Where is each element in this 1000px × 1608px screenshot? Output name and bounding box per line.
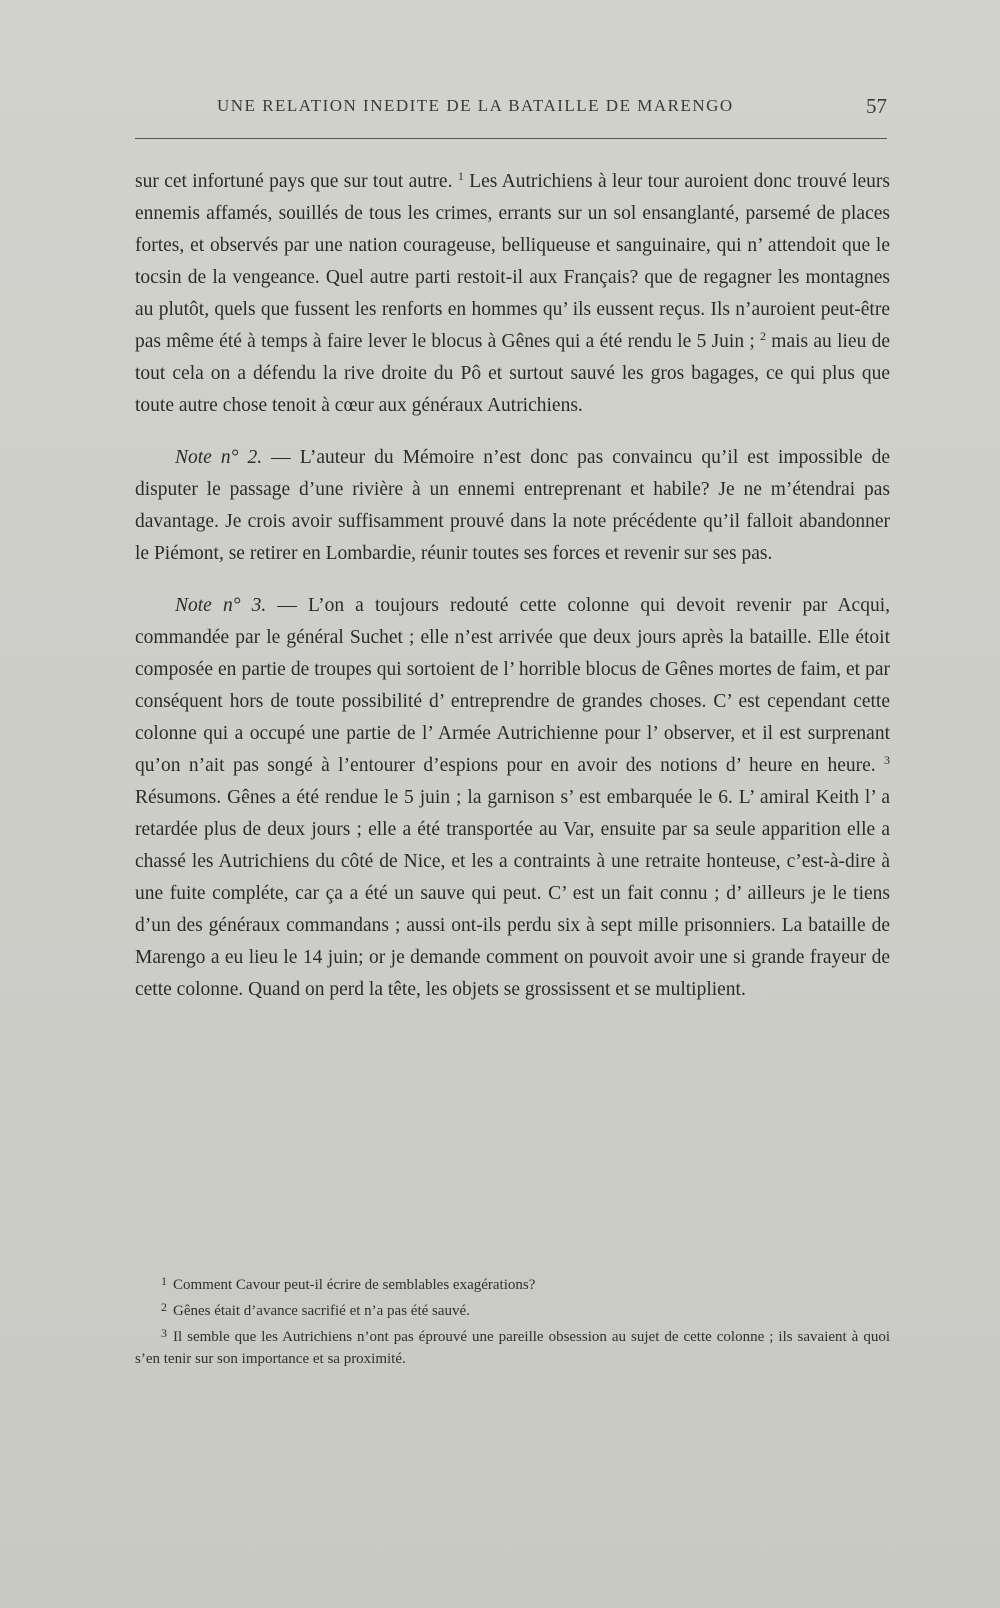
footnote-ref-1: 1 [457,169,464,183]
footnote-3 [135,1322,890,1370]
paragraph-1 [135,166,890,422]
paragraph-1-part-1: sur cet infortuné pays que sur tout autre. [135,171,453,192]
note-3-label: Note n° 3. [175,595,267,616]
footnotes [135,1270,890,1370]
note-2-text: — L’auteur du Mémoire n’est donc pas convaincu qu’il est impossible de disputer le passage d’une rivière à un ennemi entreprenant et habile? Je ne m’étendrai pas davantage. Je crois avoir suffisamment prouvé dans la note précédente qu’il falloit abandonner le Piémont, se retirer en Lombardie, réunir toutes ses forces et revenir sur ses pas. [135,447,890,564]
footnote-3-text: Il semble que les Autrichiens n’ont pas éprouvé une pareille obsession au sujet de cette colonne ; ils savaient à quoi s’en tenir sur son importance et sa proximité. [135,1329,890,1367]
page-number: 57 [866,94,887,118]
footnote-2 [135,1296,890,1322]
note-3 [135,590,890,1006]
paragraph-1-part-2: Les Autrichiens à leur tour auroient donc trouvé leurs ennemis affamés, souillés de tous les crimes, errants sur un sol ensanglanté, parsemé de places fortes, et observés par une nation courageuse, belliqueuse et sanguinaire, qui n’ attendoit que le tocsin de la vengeance. Quel autre parti restoit-il aux Français? que de regagner les montagnes au plutôt, quels que fussent les renforts en hommes qu’ ils eussent reçus. Ils n’auroient peut-être pas même été à temps à faire lever le blocus à Gênes qui a été rendu le 5 Juin ; [135,171,891,352]
footnote-2-text: Gênes était d’avance sacrifié et n’a pas été sauvé. [173,1303,470,1319]
page-header [137,96,887,126]
footnote-ref-2: 2 [760,329,767,343]
body-text [135,166,890,1006]
footnote-ref-3: 3 [884,753,890,767]
footnote-1-text: Comment Cavour peut-il écrire de semblables exagérations? [173,1277,536,1293]
note-3-part-2: Résumons. Gênes a été rendue le 5 juin ; la garnison s’ est embarquée le 6. L’ amiral Keith l’ a retardée plus de deux jours ; elle a été transportée au Var, ensuite par sa seule apparition elle a chassé les Autrichiens du côté de Nice, et les a contraints à une retraite honteuse, c’est-à-dire à une fuite compléte, car ça a été un sauve qui peut. C’ est un fait connu ; d’ ailleurs je le tiens d’un des généraux commandans ; aussi ont-ils perdu six à sept mille prisonniers. La bataille de Marengo a eu lieu le 14 juin; or je demande comment on pouvoit avoir une si grande frayeur de cette colonne. Quand on perd la tête, les objets se grossissent et se multiplient. [135,787,890,1000]
paragraph-1-part-3: mais au lieu de tout cela on a défendu la rive droite du Pô et surtout sauvé les gros bagages, ce qui plus que toute autre chose tenoit à cœur aux généraux Autrichiens. [135,331,890,416]
header-rule [135,138,887,139]
note-2 [135,442,890,570]
footnote-1-number: 1 [161,1274,167,1288]
running-title: UNE RELATION INEDITE DE LA BATAILLE DE MARENGO [217,96,734,115]
note-2-label: Note n° 2. [175,447,263,468]
note-3-part-1: — L’on a toujours redouté cette colonne qui devoit revenir par Acqui, commandée par le général Suchet ; elle n’est arrivée que deux jours après la bataille. Elle étoit composée en partie de troupes qui sortoient de l’ horrible blocus de Gênes mortes de faim, et par conséquent hors de toute possibilité d’ entreprendre de grandes choses. C’ est cependant cette colonne qui a occupé une partie de l’ Armée Autrichienne pour l’ observer, et il est surprenant qu’on n’ait pas songé à l’entourer d’espions pour en avoir des notions d’ heure en heure. [135,595,890,776]
footnote-1 [135,1270,890,1296]
footnote-2-number: 2 [161,1300,167,1314]
footnote-3-number: 3 [161,1326,167,1340]
